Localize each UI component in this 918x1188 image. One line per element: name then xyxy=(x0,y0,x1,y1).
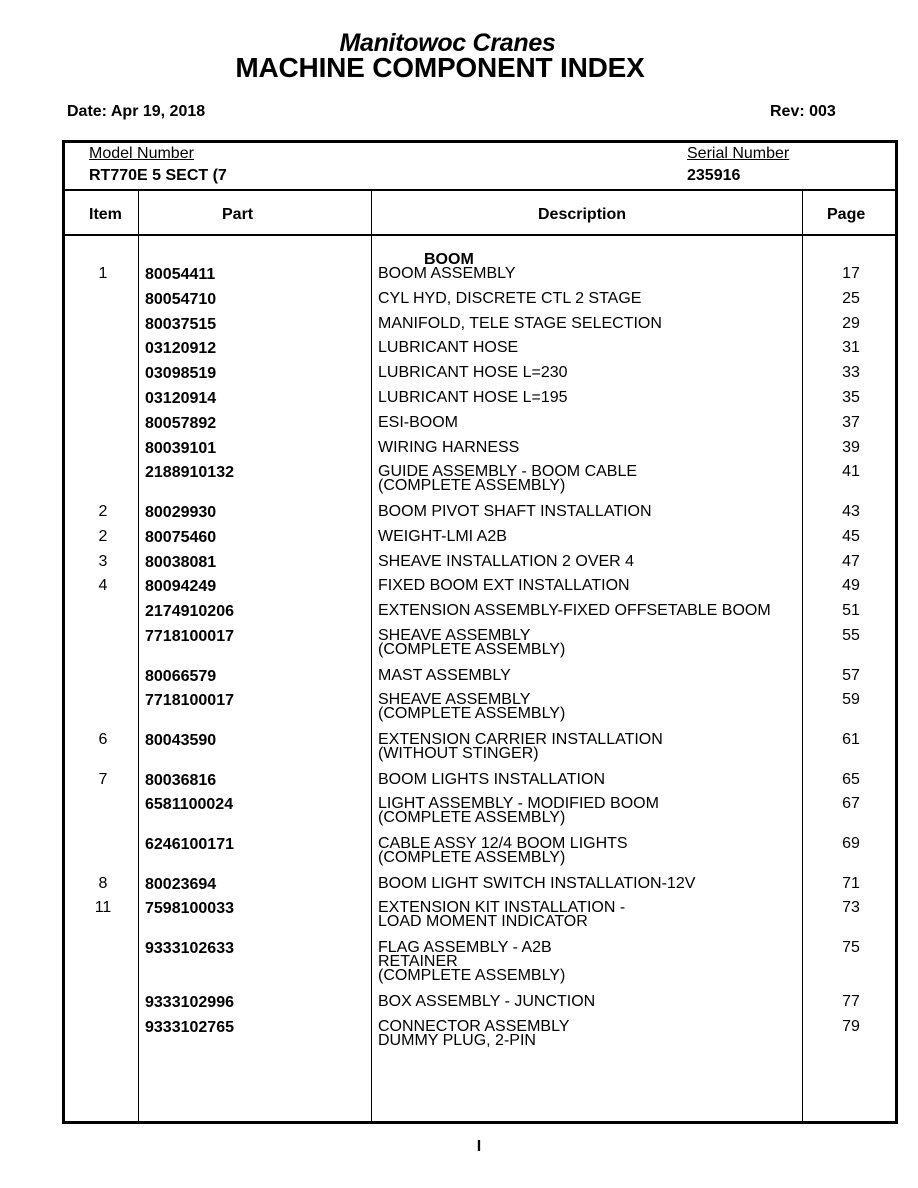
row-description-line: CYL HYD, DISCRETE CTL 2 STAGE xyxy=(378,289,642,307)
row-page-number: 65 xyxy=(842,770,860,788)
row-description-line: (WITHOUT STINGER) xyxy=(378,745,539,762)
row-item-number: 2 xyxy=(98,527,108,545)
row-page-number: 35 xyxy=(842,389,860,406)
row-description xyxy=(378,770,605,788)
row-description xyxy=(378,289,642,307)
row-part-number: 03120914 xyxy=(145,390,217,407)
row-page-number: 43 xyxy=(842,503,860,520)
row-description-line: WIRING HARNESS xyxy=(378,438,520,456)
row-description-line: (COMPLETE ASSEMBLY) xyxy=(378,809,566,827)
column-header-part: Part xyxy=(222,206,254,223)
row-description xyxy=(378,693,565,721)
row-page-number: 61 xyxy=(842,731,860,748)
row-part-number: 03120912 xyxy=(145,340,217,358)
row-description-line: (COMPLETE ASSEMBLY) xyxy=(378,705,566,723)
row-description xyxy=(378,505,652,519)
row-page-number: 67 xyxy=(842,795,860,813)
row-description-line: LIGHT ASSEMBLY - MODIFIED BOOM xyxy=(378,795,659,813)
row-part-number: 80066579 xyxy=(145,667,217,685)
row-part-number: 9333102765 xyxy=(145,1019,234,1037)
row-part-number: 80054411 xyxy=(145,266,216,283)
row-page-number: 47 xyxy=(842,552,860,570)
row-item-number: 1 xyxy=(98,265,108,282)
row-part-number: 2188910132 xyxy=(145,464,234,482)
row-item-number: 8 xyxy=(98,874,108,892)
row-description-line: SHEAVE ASSEMBLY xyxy=(378,691,531,709)
row-description xyxy=(378,341,518,355)
row-item-number: 6 xyxy=(98,731,108,748)
row-part-number: 80057892 xyxy=(145,414,217,432)
row-part-number: 9333102633 xyxy=(145,940,234,957)
row-description-line: LUBRICANT HOSE L=195 xyxy=(378,389,568,406)
row-part-number: 7718100017 xyxy=(145,692,234,710)
model-number-label: Model Number xyxy=(89,145,194,162)
row-description-line: EXTENSION KIT INSTALLATION - xyxy=(378,899,626,917)
row-description-line: CABLE ASSY 12/4 BOOM LIGHTS xyxy=(378,835,628,852)
row-part-number: 80043590 xyxy=(145,732,217,749)
row-description xyxy=(378,837,628,865)
row-description xyxy=(378,901,625,929)
row-part-number: 80023694 xyxy=(145,875,217,893)
document-date: Date: Apr 19, 2018 xyxy=(67,103,206,120)
row-page-number: 17 xyxy=(842,265,860,282)
row-description xyxy=(378,413,459,431)
row-description-line: BOOM LIGHT SWITCH INSTALLATION-12V xyxy=(378,874,696,892)
row-description-line: BOOM LIGHTS INSTALLATION xyxy=(378,770,605,788)
row-description xyxy=(378,579,630,593)
model-number-value: RT770E 5 SECT (7 xyxy=(89,167,227,184)
row-item-number: 3 xyxy=(98,552,108,570)
row-description-line: BOOM ASSEMBLY xyxy=(378,265,516,282)
row-description-line: (COMPLETE ASSEMBLY) xyxy=(378,477,566,495)
row-page-number: 59 xyxy=(842,691,860,709)
row-description xyxy=(378,391,568,405)
row-description-line: GUIDE ASSEMBLY - BOOM CABLE xyxy=(378,463,638,481)
row-description xyxy=(378,604,771,618)
row-description-line: WEIGHT-LMI A2B xyxy=(378,527,507,545)
row-description xyxy=(378,314,662,332)
row-description xyxy=(378,733,663,761)
row-part-number: 80038081 xyxy=(145,553,217,571)
row-page-number: 49 xyxy=(842,577,860,595)
column-divider-description xyxy=(802,191,803,1121)
row-page-number: 69 xyxy=(842,835,860,852)
serial-number-label: Serial Number xyxy=(687,145,790,162)
row-description-line: MANIFOLD, TELE STAGE SELECTION xyxy=(378,314,662,332)
row-description-line: SHEAVE INSTALLATION 2 OVER 4 xyxy=(378,552,635,570)
row-description xyxy=(378,941,565,983)
row-description xyxy=(378,629,565,657)
row-part-number: 03098519 xyxy=(145,365,217,383)
row-description-line: EXTENSION ASSEMBLY-FIXED OFFSETABLE BOOM xyxy=(378,602,771,620)
row-description-line: SHEAVE ASSEMBLY xyxy=(378,627,531,644)
row-page-number: 41 xyxy=(842,463,860,481)
row-description-line: FIXED BOOM EXT INSTALLATION xyxy=(378,577,630,595)
row-part-number: 6246100171 xyxy=(145,836,234,853)
row-part-number: 80094249 xyxy=(145,578,217,596)
row-description-line: MAST ASSEMBLY xyxy=(378,666,511,684)
row-part-number: 80037515 xyxy=(145,315,217,333)
row-description-line: (COMPLETE ASSEMBLY) xyxy=(378,641,566,658)
row-description-line: DUMMY PLUG, 2-PIN xyxy=(378,1032,536,1050)
row-part-number: 80039101 xyxy=(145,439,217,457)
row-page-number: 51 xyxy=(842,602,860,620)
row-description xyxy=(378,995,595,1009)
row-page-number: 39 xyxy=(842,438,860,456)
column-divider-part xyxy=(371,191,372,1121)
component-index-table xyxy=(62,140,898,1124)
row-description-line: FLAG ASSEMBLY - A2B xyxy=(378,939,552,956)
row-description xyxy=(378,797,659,825)
document-revision: Rev: 003 xyxy=(770,103,836,120)
header-divider xyxy=(65,189,895,191)
row-page-number: 33 xyxy=(842,364,860,382)
row-description xyxy=(378,552,635,570)
row-description xyxy=(378,438,520,456)
row-page-number: 37 xyxy=(842,413,860,431)
row-description xyxy=(378,1020,569,1048)
document-title: MACHINE COMPONENT INDEX xyxy=(235,52,645,83)
column-header-description: Description xyxy=(538,206,627,223)
row-item-number: 7 xyxy=(98,770,108,788)
row-page-number: 45 xyxy=(842,527,860,545)
row-part-number: 80054710 xyxy=(145,290,217,308)
row-part-number: 2174910206 xyxy=(145,603,234,621)
page-number: I xyxy=(476,1138,482,1155)
row-description xyxy=(378,465,637,493)
row-page-number: 77 xyxy=(842,993,860,1011)
row-description-line: BOOM PIVOT SHAFT INSTALLATION xyxy=(378,503,652,520)
row-description xyxy=(378,267,516,281)
row-item-number: 11 xyxy=(94,899,112,917)
row-description-line: ESI-BOOM xyxy=(378,413,459,431)
row-item-number: 2 xyxy=(98,503,108,520)
column-header-item: Item xyxy=(89,206,122,223)
column-header-divider xyxy=(65,234,895,236)
row-part-number: 6581100024 xyxy=(145,796,234,814)
row-page-number: 55 xyxy=(842,627,860,644)
row-part-number: 7598100033 xyxy=(145,900,234,918)
row-page-number: 71 xyxy=(842,874,860,892)
column-header-page: Page xyxy=(827,206,866,223)
row-page-number: 31 xyxy=(842,339,860,357)
row-description-line: EXTENSION CARRIER INSTALLATION xyxy=(378,731,663,748)
row-description-line: CONNECTOR ASSEMBLY xyxy=(378,1018,570,1036)
row-part-number: 9333102996 xyxy=(145,994,234,1012)
row-description xyxy=(378,527,507,545)
row-description-line: LOAD MOMENT INDICATOR xyxy=(378,913,588,931)
row-page-number: 79 xyxy=(842,1018,860,1036)
row-description-line: (COMPLETE ASSEMBLY) xyxy=(378,849,566,866)
row-description-line: RETAINER xyxy=(378,953,458,970)
row-part-number: 7718100017 xyxy=(145,628,234,645)
row-description-line: LUBRICANT HOSE xyxy=(378,339,519,357)
row-page-number: 57 xyxy=(842,666,860,684)
row-part-number: 80075460 xyxy=(145,528,217,546)
row-description xyxy=(378,366,568,380)
row-page-number: 75 xyxy=(842,939,860,956)
row-page-number: 25 xyxy=(842,289,860,307)
row-page-number: 29 xyxy=(842,314,860,332)
row-description xyxy=(378,666,511,684)
row-part-number: 80029930 xyxy=(145,504,217,521)
row-description-line: LUBRICANT HOSE L=230 xyxy=(378,364,568,382)
row-item-number: 4 xyxy=(98,577,108,595)
row-description-line: (COMPLETE ASSEMBLY) xyxy=(378,967,566,984)
row-part-number: 80036816 xyxy=(145,771,217,789)
row-page-number: 73 xyxy=(842,899,860,917)
column-divider-item xyxy=(138,191,139,1121)
section-heading: BOOM xyxy=(424,251,474,268)
serial-number-value: 235916 xyxy=(687,167,741,184)
row-description-line: BOX ASSEMBLY - JUNCTION xyxy=(378,993,596,1011)
row-description xyxy=(378,874,696,892)
company-name: Manitowoc Cranes xyxy=(339,29,556,57)
